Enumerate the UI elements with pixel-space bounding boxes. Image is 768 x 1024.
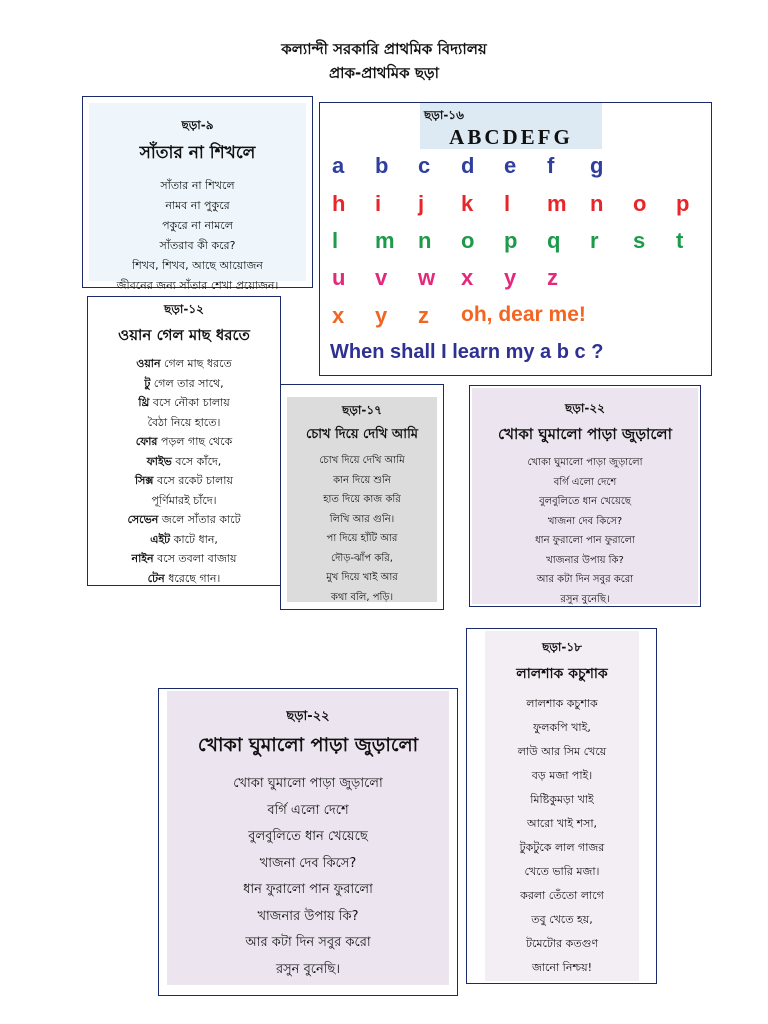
alphabet-letter: j (418, 191, 425, 216)
rhyme-line: মিষ্টিকুমড়া খাই (530, 793, 594, 806)
rhyme-9-number: ছড়া-৯ (181, 118, 214, 132)
alphabet-letter: l (332, 228, 339, 253)
rhyme-16-capitals: ABCDEFG (449, 125, 573, 149)
rhyme-18-card (466, 628, 657, 984)
rhyme-12-title: ওয়ান গেল মাছ ধরতে (118, 326, 250, 344)
alphabet-letter: f (547, 153, 555, 178)
rhyme-9-panel (89, 103, 306, 292)
alphabet-row (320, 303, 711, 333)
rhyme-line (88, 452, 280, 472)
rhyme-line: খাজনার উপায় কি? (546, 554, 624, 566)
alphabet-letter: g (590, 153, 604, 178)
alphabet-letter: d (461, 153, 475, 178)
rhyme-22-card-small (469, 385, 701, 607)
rhyme-22-lines-small (472, 453, 698, 609)
alphabet-letter: t (676, 228, 684, 253)
rhyme-17-panel (287, 397, 437, 602)
rhyme-18-title: লালশাক কচুশাক (516, 666, 608, 682)
line-text: বসে কাঁদে, (171, 454, 222, 468)
rhyme-16-closing-line: When shall I learn my a b c ? (330, 341, 604, 363)
rhyme-line: বুলবুলিতে ধান খেয়েছে (539, 496, 631, 507)
rhyme-line: সাঁতরাব কী করে? (159, 239, 236, 252)
rhyme-12-panel (88, 301, 280, 588)
alphabet-letter: r (590, 228, 599, 253)
alphabet-letter: w (418, 265, 436, 290)
number-word: নাইন (131, 552, 154, 565)
alphabet-row (320, 191, 711, 221)
rhyme-16-card (319, 102, 712, 376)
rhyme-line: খাজনা দেব কিসে? (547, 515, 623, 527)
rhyme-22-panel-small (472, 388, 698, 604)
alphabet-letter: q (547, 228, 561, 253)
alphabet-letter: a (332, 153, 345, 178)
rhyme-line (88, 510, 280, 530)
rhyme-line: করলা তেঁতো লাগে (520, 889, 604, 902)
alphabet-letter: n (590, 191, 604, 216)
rhyme-22-number-small: ছড়া-২২ (565, 401, 605, 415)
alphabet-letter: x (461, 265, 474, 290)
rhyme-line: নামব না পুকুরে (165, 199, 230, 212)
rhyme-18-number: ছড়া-১৮ (542, 640, 582, 654)
rhyme-line: খেতে ভারি মজা। (524, 865, 600, 878)
rhyme-line: চোখ দিয়ে দেখি আমি (319, 455, 405, 466)
rhyme-line (88, 549, 280, 569)
line-text: বসে নৌকা চালায় (149, 396, 230, 409)
rhyme-22-number-large: ছড়া-২২ (286, 709, 330, 724)
alphabet-row (320, 265, 711, 295)
rhyme-22-lines-large (167, 771, 449, 983)
rhyme-17-title: চোখ দিয়ে দেখি আমি (305, 427, 419, 442)
line-text: জলে সাঁতার কাটে (158, 513, 241, 526)
rhyme-line: কথা বলি, পড়ি। (330, 591, 394, 603)
line-text: বসে রকেট চালায় (153, 474, 233, 487)
rhyme-line: জানো নিশ্চয়! (531, 961, 593, 974)
alphabet-letter: p (504, 228, 518, 253)
alphabet-letter: b (375, 153, 389, 178)
number-word: এইট (150, 532, 171, 546)
exclamation-text: oh, dear me! (461, 303, 586, 326)
rhyme-line: রসুন বুনেছি। (275, 961, 341, 977)
rhyme-line: পা দিয়ে হাঁটি আর (326, 533, 398, 544)
line-text: ধরেছে গান। (164, 571, 221, 585)
line-text: বৈঠা নিয়ে হাতে। (147, 415, 221, 429)
rhyme-line (88, 491, 280, 511)
page-subtitle: প্রাক-প্রাথমিক ছড়া (328, 64, 439, 82)
number-word: ফাইভ (146, 454, 172, 468)
alphabet-row (320, 153, 711, 183)
rhyme-17-card (280, 384, 444, 610)
rhyme-line: তবু খেতে হয়, (531, 913, 593, 926)
alphabet-letter: z (418, 303, 429, 328)
rhyme-line: টমেটোর কতগুণ (525, 937, 599, 950)
school-name: কল্যান্দী সরকারি প্রাথমিক বিদ্যালয় (281, 40, 487, 58)
rhyme-line: হাত দিয়ে কাজ করি (323, 494, 401, 505)
rhyme-line: বুলবুলিতে ধান খেয়েছে (248, 829, 368, 844)
rhyme-17-number: ছড়া-১৭ (342, 403, 382, 417)
alphabet-letter: z (547, 265, 558, 290)
rhyme-line: জীবনের জন্য সাঁতার শেখা প্রয়োজন। (116, 279, 279, 292)
alphabet-letter: u (332, 265, 346, 290)
alphabet-letter: n (418, 228, 432, 253)
rhyme-line: খাজনা দেব কিসে? (259, 855, 357, 871)
number-word: ফোর (135, 435, 158, 448)
rhyme-line: খাজনার উপায় কি? (257, 908, 359, 924)
rhyme-line (88, 393, 280, 413)
rhyme-line (88, 432, 280, 452)
alphabet-letter: h (332, 191, 346, 216)
alphabet-letter: l (504, 191, 511, 216)
rhyme-9-lines (89, 176, 306, 296)
rhyme-line: আর কটা দিন সবুর করো (536, 574, 634, 585)
rhyme-9-title: সাঁতার না শিখলে (139, 143, 256, 163)
alphabet-letter: k (461, 191, 474, 216)
alphabet-letter: p (676, 191, 690, 216)
alphabet-row (320, 228, 711, 258)
rhyme-line: খোকা ঘুমালো পাড়া জুড়ালো (527, 457, 643, 468)
line-text: পড়ল গাছ থেকে (157, 435, 233, 448)
rhyme-line: রসুন বুনেছি। (560, 593, 610, 605)
rhyme-line: ধান ফুরালো পান ফুরালো (535, 535, 635, 546)
rhyme-12-lines (88, 354, 280, 588)
rhyme-16-label-box (420, 103, 602, 149)
alphabet-letter: o (633, 191, 647, 216)
rhyme-line (88, 530, 280, 550)
alphabet-letter: e (504, 153, 517, 178)
alphabet-letter: o (461, 228, 475, 253)
number-word: থ্রি (138, 396, 150, 409)
rhyme-line: বড় মজা পাই। (531, 769, 593, 782)
rhyme-12-card (87, 296, 281, 586)
rhyme-line: লিখি আর গুনি। (329, 513, 395, 525)
rhyme-18-panel (485, 631, 639, 981)
rhyme-line: কান দিয়ে শুনি (333, 474, 391, 486)
rhyme-line: সাঁতার না শিখলে (160, 179, 235, 192)
line-text: কাটে ধান, (170, 532, 218, 546)
rhyme-22-panel-large (167, 691, 449, 985)
alphabet-letter: y (504, 265, 517, 290)
rhyme-line: মুখ দিয়ে খাই আর (326, 572, 398, 583)
rhyme-18-lines (485, 692, 639, 980)
alphabet-letter: m (375, 228, 395, 253)
number-word: ওয়ান (136, 357, 161, 370)
alphabet-letter: s (633, 228, 646, 253)
alphabet-letter: m (547, 191, 567, 216)
rhyme-line (88, 354, 280, 374)
rhyme-22-title-small: খোকা ঘুমালো পাড়া জুড়ালো (498, 425, 672, 443)
rhyme-line (88, 374, 280, 394)
number-word: সেভেন (127, 513, 159, 526)
rhyme-22-card-large (158, 688, 458, 996)
rhyme-line: ধান ফুরালো পান ফুরালো (243, 882, 373, 897)
rhyme-line: লালশাক কচুশাক (526, 697, 598, 710)
line-text: গেল মাছ ধরতে (160, 357, 232, 370)
rhyme-line: লাউ আর সিম খেয়ে (517, 745, 607, 758)
rhyme-line: শিখব, শিখব, আছে আয়োজন (132, 259, 263, 272)
number-word: সিক্স (135, 474, 154, 487)
rhyme-line: দৌড়-ঝাঁপ করি, (331, 552, 393, 564)
alphabet-letter: c (418, 153, 431, 178)
rhyme-line: বর্গি এলো দেশে (267, 802, 349, 818)
rhyme-line (88, 569, 280, 589)
rhyme-line: খোকা ঘুমালো পাড়া জুড়ালো (233, 776, 383, 791)
rhyme-line (88, 413, 280, 433)
line-text: গেল তার সাথে, (150, 376, 224, 390)
rhyme-line (88, 471, 280, 491)
rhyme-22-title-large: খোকা ঘুমালো পাড়া জুড়ালো (197, 734, 419, 756)
alphabet-letter: x (332, 303, 345, 328)
alphabet-letter: i (375, 191, 382, 216)
alphabet-letter: v (375, 265, 388, 290)
rhyme-line: আরো খাই শসা, (526, 817, 598, 830)
rhyme-9-card (82, 96, 313, 292)
line-text: বসে তবলা বাজায় (153, 552, 237, 565)
line-text: পূর্ণিমারই চাঁদে। (151, 493, 217, 507)
rhyme-17-lines (287, 451, 437, 607)
number-word: টু (144, 376, 151, 390)
alphabet-letter: y (375, 303, 388, 328)
rhyme-line: টুকটুকে লাল গাজর (519, 841, 605, 854)
rhyme-16-number: ছড়া-১৬ (424, 108, 464, 122)
rhyme-12-number: ছড়া-১২ (164, 302, 204, 316)
rhyme-line: আর কটা দিন সবুর করো (245, 935, 371, 950)
number-word: টেন (147, 571, 165, 585)
rhyme-line: বর্গি এলো দেশে (553, 476, 617, 488)
rhyme-line: ফুলকপি খাই, (533, 721, 591, 734)
rhyme-line: পকুরে না নামলে (162, 219, 233, 232)
